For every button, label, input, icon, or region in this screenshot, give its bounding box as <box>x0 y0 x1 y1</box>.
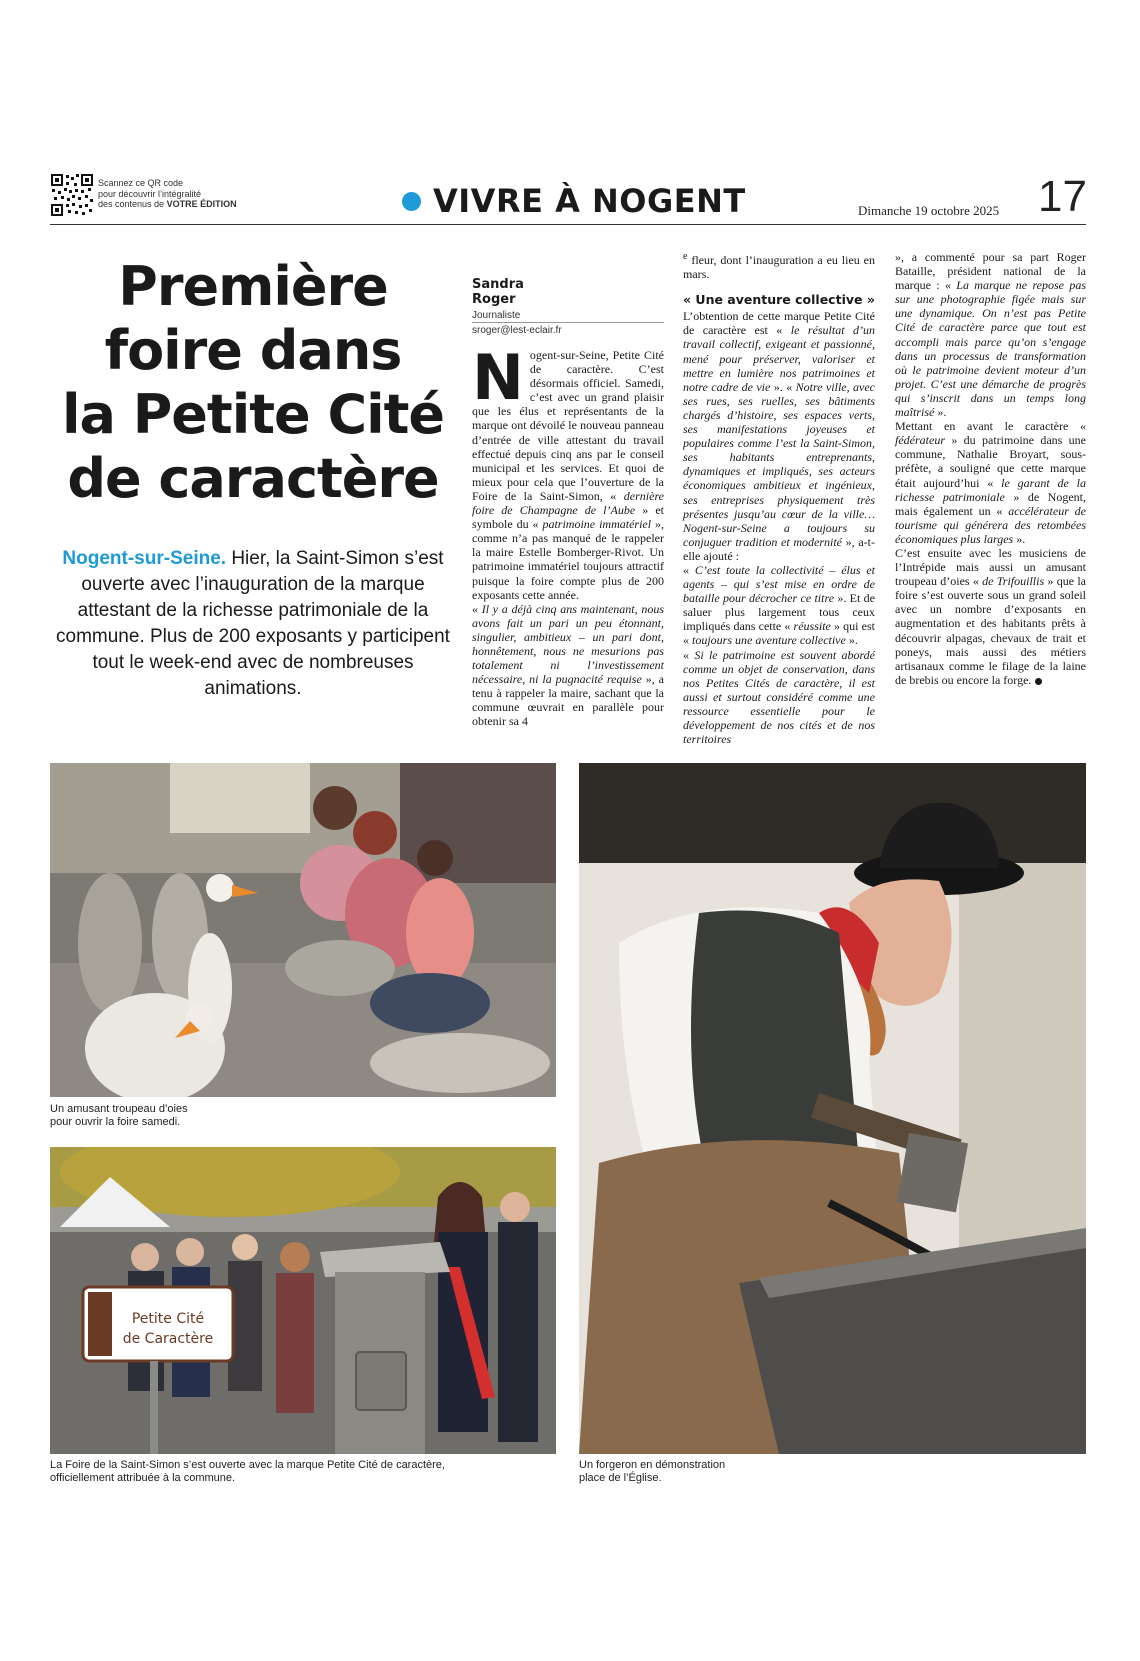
text-run: », a commenté pour sa part Roger Bataille, président national de la marque : « <box>895 250 1086 293</box>
intertitle: « Une aventure collective » <box>683 292 875 308</box>
superscript: e <box>683 251 688 262</box>
text-run: ». « <box>770 379 796 394</box>
author-name <box>472 277 524 307</box>
article-column-3 <box>895 250 1086 687</box>
text-run: », a tenu à rappeler la maire, sachant que la commune œuvrait en parallèle pour obtenir sa 4 <box>472 672 665 729</box>
rubric-dot-icon <box>402 192 421 211</box>
headline-line-3: la Petite Cité <box>61 383 445 446</box>
headline-line-4: de caractère <box>67 447 439 510</box>
quote-run: Si le patrimoine est souvent abordé comme un objet de conservation, dans nos Petites Cités de caractère, il est aussi et surtout considéré comme une ressource essentielle pour le développement de nos cités et de nos territoires <box>683 647 876 747</box>
text-run: ogent-sur-Seine, Petite Cité de caractère. C’est désormais officiel. Samedi, c’est avec un grand plaisir que les élus et représentants de la marque ont dévoilé le nouveau panneau d’entrée de ville attestant du travail effectué depuis cinq ans par le conseil municipal et les services. Et quoi de mieux pour cela que l’ouverture de la Foire de la Saint-Simon, « <box>472 348 664 503</box>
qr-instructions <box>98 178 258 210</box>
article-paragraph <box>472 341 664 602</box>
article-column-1 <box>472 341 665 729</box>
photo-inauguration-caption <box>50 1459 550 1485</box>
qr-brand: VOTRE ÉDITION <box>166 199 237 209</box>
photo-inauguration <box>50 1147 556 1454</box>
quote-run: le résultat d’un travail collectif, exigeant et passionné, mené pour préserver, valoriser et mettre en lumière nos patrimoines et notre cadre de vie <box>683 323 875 394</box>
caption-line: Un amusant troupeau d’oies <box>50 1103 188 1115</box>
quote-run: Notre ville, avec ses rues, ses ruelles, ses bâtiments chargés d’histoire, ses espaces verts, ses manifestations joyeuses et populaires comme l’est la Saint-Simon, ses habitants entreprenants, dynamiques et impliqués, ses acteurs économiques ambitieux et ingénieux, ses entreprises physiquement très présentes jusqu’au cœur de la ville… Nogent-sur-Seine a toujours su conjuguer tradition et modernité <box>683 379 876 549</box>
quote-run: accélérateur de tourisme qui générera des retombées économiques plus larges <box>895 503 1086 546</box>
quote-run: La marque ne repose pas sur une photographie figée mais sur une dynamique. On n’est pas Petite Cité de caractère parce que tout est accompli mais parce qu’on s’engage dans un processus de transformation où le patrimoine devient moteur d’un projet. C’est une démarche de progrès qui s’inscrit dans un temps long maîtrisé <box>895 278 1086 420</box>
text-run: », comme n’a pas manqué de le rappeler la maire Estelle Bomberger-Rivot. Un patrimoine immatériel toujours attractif puisque la foire compte plus de 200 exposants cette année. <box>472 517 664 602</box>
article-paragraph <box>683 563 875 648</box>
article-paragraph <box>895 419 1086 546</box>
headline-line-2: foire dans <box>104 319 402 382</box>
qr-line-1: Scannez ce QR code <box>98 178 184 188</box>
caption-line: La Foire de la Saint-Simon s’est ouverte avec la marque Petite Cité de caractère, <box>50 1459 445 1471</box>
issue-date: Dimanche 19 octobre 2025 <box>858 203 1000 218</box>
text-run: », a-t-elle ajouté : <box>683 534 875 563</box>
headline <box>50 255 456 511</box>
standfirst-location: Nogent-sur-Seine. <box>62 548 227 569</box>
quote-run: Il y a déjà cinq ans maintenant, nous avons fait un pari un peu étonnant, singulier, ambitieux – un pari dont, honnêtement, nous ne mesurions pas totalement ni l’investissement nécessaire, ni la pugnacité requise <box>472 601 665 687</box>
author-role: Journaliste <box>472 310 521 321</box>
text-run: « <box>683 562 695 577</box>
photo-blacksmith-caption <box>579 1459 879 1485</box>
quote-run: fédérateur <box>895 433 945 448</box>
author-last-name: Roger <box>472 292 516 307</box>
text-run: ». Et de saluer plus largement tous ceux impliqués dans cette « <box>683 591 875 634</box>
text-run: L’obtention de cette marque Petite Cité de caractère est « <box>683 309 875 338</box>
section-rubric <box>402 183 746 219</box>
article-paragraph <box>683 250 875 281</box>
rubric-label: VIVRE À NOGENT <box>433 182 746 220</box>
qr-line-3: des contenus de <box>98 199 167 209</box>
article-paragraph <box>683 648 875 747</box>
author-first-name: Sandra <box>472 277 524 292</box>
end-mark-icon <box>1035 678 1042 685</box>
qr-code[interactable] <box>50 173 94 217</box>
article-paragraph <box>895 250 1086 419</box>
caption-line: officiellement attribuée à la commune. <box>50 1472 236 1484</box>
quote-run: le garant de la richesse patrimoniale <box>895 475 1086 504</box>
article-column-2 <box>683 250 875 746</box>
text-run: C’est ensuite avec les musiciens de l’Intrépide mais aussi un amusant troupeau d’oies « <box>895 545 1086 589</box>
article-paragraph <box>683 309 875 563</box>
article-paragraph <box>472 602 664 729</box>
byline-divider <box>472 322 664 323</box>
standfirst <box>56 546 450 702</box>
quote-run: dernière foire de Champagne de l’Aube <box>472 488 664 518</box>
page-number: 17 <box>1038 172 1087 221</box>
text-run: » du patrimoine dans une commune, Nathalie Broyart, sous-préfète, a souligné que cette marque était aujourd’hui « <box>895 433 1086 490</box>
article-paragraph <box>895 546 1086 687</box>
photo-geese <box>50 763 556 1097</box>
quote-run: réussite <box>793 619 831 634</box>
caption-line: place de l’Église. <box>579 1472 662 1484</box>
drop-cap: N <box>472 341 524 414</box>
text-run: « <box>472 601 482 616</box>
text-run: » et symbole du « <box>472 503 664 532</box>
caption-line: Un forgeron en démonstration <box>579 1459 726 1471</box>
photo-blacksmith <box>579 763 1086 1454</box>
header-divider <box>50 224 1086 225</box>
quote-run: patrimoine immatériel <box>542 517 652 532</box>
text-run: » de Nogent, mais également un « <box>895 489 1086 518</box>
text-run: Mettant en avant le caractère « <box>895 419 1086 434</box>
photo-geese-caption <box>50 1103 350 1129</box>
qr-line-2: pour découvrir l’intégralité <box>98 188 202 199</box>
quote-run: de Trifouillis <box>982 574 1045 589</box>
text-run: ». <box>934 405 947 420</box>
author-email[interactable]: sroger@lest-eclair.fr <box>472 325 562 336</box>
text-run: ». <box>845 633 858 648</box>
caption-line: pour ouvrir la foire samedi. <box>50 1116 181 1128</box>
text-run: fleur, dont l’inauguration a eu lieu en mars. <box>683 253 875 282</box>
sign-text-line-2: de Caractère <box>122 1331 214 1347</box>
sign-text-line-1: Petite Cité <box>131 1311 205 1327</box>
quote-run: C’est toute la collectivité – élus et agents – qui s’est mise en ordre de bataille pour décrocher ce titre <box>683 562 875 606</box>
text-run: » qui est « <box>683 619 875 648</box>
standfirst-text: Hier, la Saint-Simon s’est ouverte avec l’inauguration de la marque attestant de la richesse patrimoniale de la commune. Plus de 200 exposants y participent tout le week-end avec de nombreuses animations. <box>56 548 450 699</box>
text-run: ». <box>1013 531 1026 546</box>
text-run: » que la foire s’est ouverte sous un grand soleil avec un nombre d’exposants en augmentation et des habitants prêts à découvrir alpagas, chevaux de trait et poneys, mais aussi des métiers artisanaux comme le filage de la laine de brebis ou encore la forge. <box>895 574 1086 687</box>
headline-line-1: Première <box>118 255 388 318</box>
quote-run: toujours une aventure collective <box>692 633 846 648</box>
text-run: « <box>683 647 695 662</box>
